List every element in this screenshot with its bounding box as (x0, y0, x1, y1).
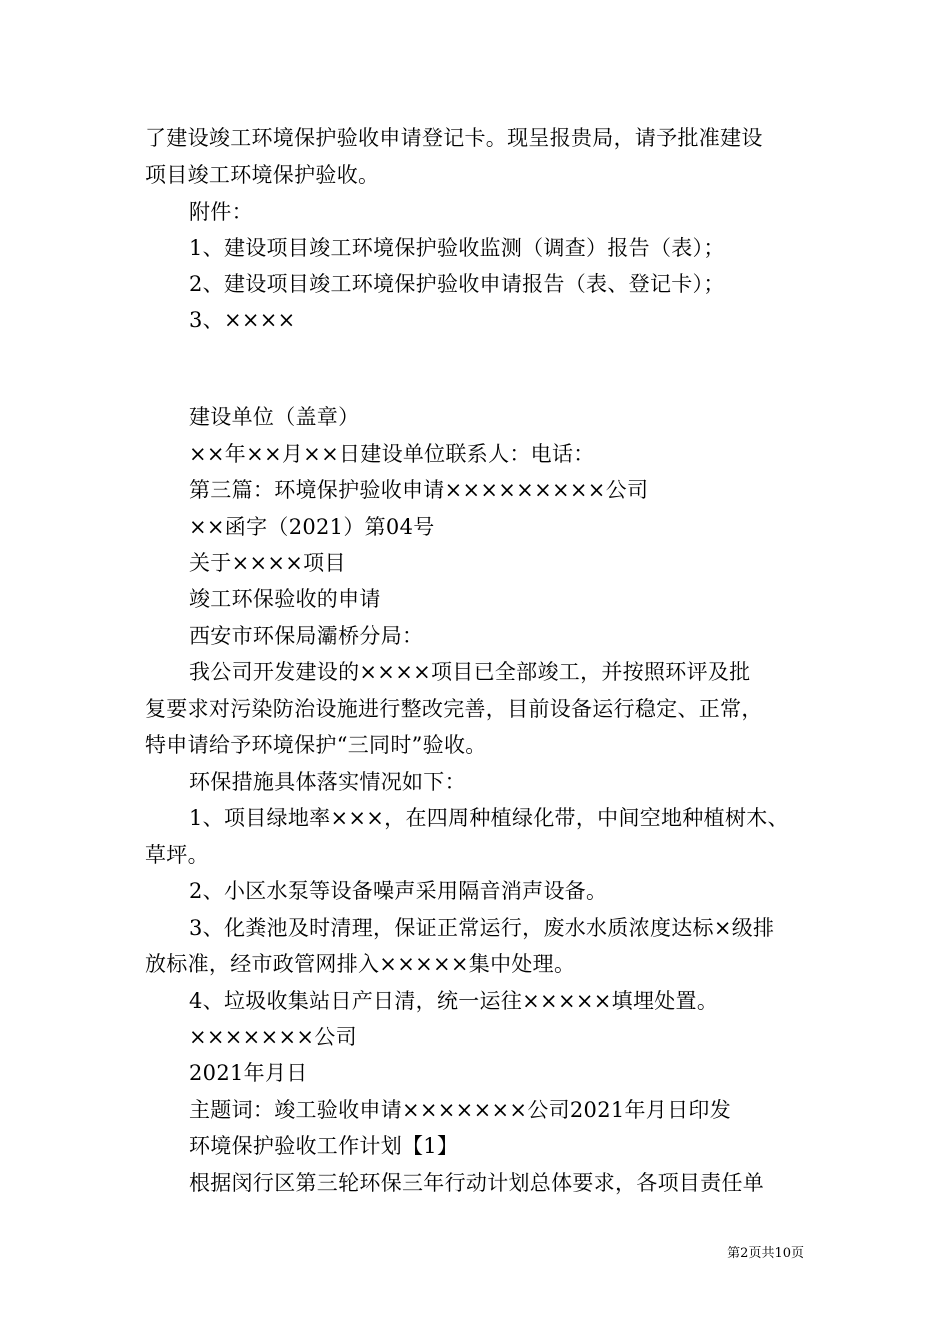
list-item: 3、化粪池及时清理，保证正常运行，废水水质浓度达标×级排 (189, 916, 775, 940)
body-text-line: 环保措施具体落实情况如下： (189, 770, 466, 794)
body-text-line: 特申请给予环境保护“三同时”验收。 (145, 733, 487, 757)
list-item: 草坪。 (145, 843, 209, 867)
document-number: ××函字（2021）第04号 (189, 515, 435, 539)
list-item: 2、小区水泵等设备噪声采用隔音消声设备。 (189, 879, 608, 903)
section-title: 环境保护验收工作计划【1】 (189, 1134, 459, 1158)
attachment-item: 1、建设项目竣工环境保护验收监测（调查）报告（表）； (189, 236, 725, 260)
attachment-item: 3、×××× (189, 308, 296, 332)
body-text-line: 根据闵行区第三轮环保三年行动计划总体要求，各项目责任单 (189, 1171, 765, 1195)
list-item: 1、项目绿地率×××，在四周种植绿化带，中间空地种植树木、 (189, 806, 789, 830)
list-item: 放标准，经市政管网排入×××××集中处理。 (145, 952, 576, 976)
body-text-line: 复要求对污染防治设施进行整改完善，目前设备运行稳定、正常， (145, 697, 763, 721)
body-text-line: 了建设竣工环境保护验收申请登记卡。现呈报贵局，请予批准建设 (145, 126, 763, 150)
date-line: 2021年月日 (189, 1061, 308, 1085)
section-title: 第三篇：环境保护验收申请×××××××××公司 (189, 478, 649, 502)
subject-line: 关于××××项目 (189, 551, 346, 575)
body-text-line: 我公司开发建设的××××项目已全部竣工，并按照环评及批 (189, 660, 751, 684)
page-footer: 第2页共10页 (727, 1246, 804, 1261)
body-text-line: 项目竣工环境保护验收。 (145, 163, 380, 187)
recipient-line: 西安市环保局灞桥分局： (189, 624, 424, 648)
attachment-item: 2、建设项目竣工环境保护验收申请报告（表、登记卡）； (189, 272, 725, 296)
seal-line: 建设单位（盖章） (189, 405, 360, 429)
list-item: 4、垃圾收集站日产日清，统一运往×××××填埋处置。 (189, 989, 719, 1013)
keywords-line: 主题词：竣工验收申请×××××××公司2021年月日印发 (189, 1098, 732, 1122)
subject-line: 竣工环保验收的申请 (189, 587, 381, 611)
signature-line: ×××××××公司 (189, 1025, 357, 1049)
attachments-heading: 附件： (189, 200, 253, 224)
date-contact-line: ××年××月××日建设单位联系人：电话： (189, 442, 595, 466)
